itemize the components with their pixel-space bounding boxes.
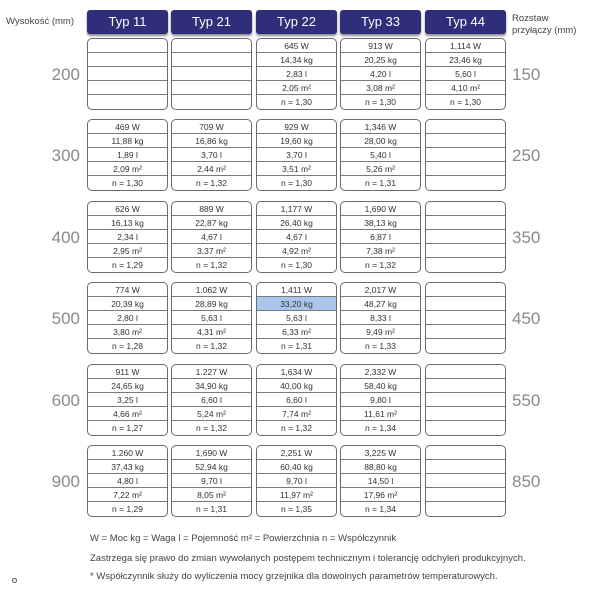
spec-cell: n = 1,35	[281, 504, 312, 514]
spacing-value: 350	[512, 228, 541, 247]
spec-cell: 58,40 kg	[341, 379, 420, 393]
spec-cell: 8,05 m²	[172, 488, 251, 502]
spec-cell: n = 1,27	[112, 423, 143, 433]
spec-cell: 9,80 l	[341, 393, 420, 407]
spec-cell: 24,65 kg	[88, 379, 167, 393]
spec-cell: n = 1,32	[196, 178, 227, 188]
spec-cell: 40,00 kg	[257, 379, 336, 393]
spec-block	[171, 38, 252, 110]
spec-cell: n = 1,32	[196, 260, 227, 270]
spec-cell	[426, 176, 505, 190]
spec-block	[340, 282, 421, 354]
spec-cell: 5,26 m²	[341, 162, 420, 176]
spec-cell	[426, 325, 505, 339]
spacing-value: 450	[512, 309, 541, 328]
spec-cell: 1,690 W	[172, 446, 251, 460]
spec-block	[171, 201, 252, 273]
spec-cell: 4,31 m²	[172, 325, 251, 339]
spec-cell: 5,63 l	[257, 311, 336, 325]
spec-cell: 3,80 m²	[88, 325, 167, 339]
spec-block	[340, 119, 421, 191]
spec-cell	[426, 258, 505, 272]
spec-cell: n = 1,32	[365, 260, 396, 270]
height-value: 500	[51, 309, 80, 328]
spec-cell: n = 1,30	[281, 260, 312, 270]
spec-cell: 4,67 l	[257, 230, 336, 244]
spec-cell: n = 1,32	[196, 341, 227, 351]
spec-cell: 9,70 l	[257, 474, 336, 488]
spec-cell: n = 1,30	[450, 97, 481, 107]
spec-cell	[426, 148, 505, 162]
spec-cell	[426, 202, 505, 216]
spacing-value: 850	[512, 472, 541, 491]
spec-block	[87, 201, 168, 273]
spec-block	[256, 119, 337, 191]
spec-cell: 2,95 m²	[88, 244, 167, 258]
spec-cell: 11,97 m²	[257, 488, 336, 502]
spec-cell: 6,87 l	[341, 230, 420, 244]
spec-cell: 2,09 m²	[88, 162, 167, 176]
type-header-1: Typ 11	[87, 10, 168, 34]
spec-cell	[426, 216, 505, 230]
spec-block	[256, 38, 337, 110]
spec-cell: 5,40 l	[341, 148, 420, 162]
spec-cell: 22,87 kg	[172, 216, 251, 230]
spec-cell: 3,225 W	[341, 446, 420, 460]
spec-cell	[426, 365, 505, 379]
spec-block	[87, 445, 168, 517]
spec-cell	[88, 67, 167, 81]
spec-block	[340, 201, 421, 273]
spec-cell: 20,25 kg	[341, 53, 420, 67]
spec-block	[340, 364, 421, 436]
spec-cell: n = 1,34	[365, 504, 396, 514]
spec-cell: 1,89 l	[88, 148, 167, 162]
spec-block	[171, 282, 252, 354]
spec-cell: 2,017 W	[341, 283, 420, 297]
spec-cell	[426, 421, 505, 435]
spec-cell: 6,60 l	[172, 393, 251, 407]
spec-cell	[172, 81, 251, 95]
spec-cell: n = 1,32	[196, 423, 227, 433]
spec-cell: 11,88 kg	[88, 134, 167, 148]
spec-cell: n = 1,31	[281, 341, 312, 351]
type-header-5: Typ 44	[425, 10, 506, 34]
spec-cell	[88, 53, 167, 67]
spec-cell: 9,49 m²	[341, 325, 420, 339]
spec-cell: 34,90 kg	[172, 379, 251, 393]
spec-cell: 4,66 m²	[88, 407, 167, 421]
spacing-value: 150	[512, 65, 541, 84]
spec-cell: 4,80 l	[88, 474, 167, 488]
spec-cell: 48,27 kg	[341, 297, 420, 311]
spec-cell: 28,89 kg	[172, 297, 251, 311]
spec-cell: 5,63 l	[172, 311, 251, 325]
spec-cell	[172, 95, 251, 109]
spec-cell	[426, 244, 505, 258]
spec-cell	[426, 379, 505, 393]
spacing-value: 550	[512, 391, 541, 410]
spec-cell	[426, 339, 505, 353]
spec-block	[87, 364, 168, 436]
spec-cell: 14,34 kg	[257, 53, 336, 67]
spec-cell: 16,86 kg	[172, 134, 251, 148]
page-marker	[12, 578, 17, 583]
spec-cell: 4,67 l	[172, 230, 251, 244]
spec-cell: 38,13 kg	[341, 216, 420, 230]
spec-cell: n = 1,34	[365, 423, 396, 433]
spec-cell: 60,40 kg	[257, 460, 336, 474]
spec-cell: 3,37 m²	[172, 244, 251, 258]
spacing-column-label: Rozstaw przyłączy (mm)	[512, 13, 577, 36]
spec-cell: 3,25 l	[88, 393, 167, 407]
spec-block	[171, 364, 252, 436]
spec-cell	[426, 120, 505, 134]
spec-cell	[426, 460, 505, 474]
spec-cell: 17,96 m²	[341, 488, 420, 502]
spec-cell: 1,690 W	[341, 202, 420, 216]
spec-cell: n = 1,30	[112, 178, 143, 188]
spec-cell	[88, 81, 167, 95]
spec-block	[256, 201, 337, 273]
type-header-3: Typ 22	[256, 10, 337, 34]
spec-block	[87, 38, 168, 110]
spec-cell: 645 W	[257, 39, 336, 53]
spec-cell: 88,80 kg	[341, 460, 420, 474]
spec-cell: 3,70 l	[172, 148, 251, 162]
spec-cell: 2,332 W	[341, 365, 420, 379]
spec-cell	[88, 95, 167, 109]
height-value: 400	[51, 228, 80, 247]
spec-cell: n = 1,30	[281, 97, 312, 107]
spec-cell: 4,10 m²	[426, 81, 505, 95]
spec-cell: n = 1,31	[365, 178, 396, 188]
spec-cell	[172, 39, 251, 53]
spec-cell: 3,70 l	[257, 148, 336, 162]
spec-cell: n = 1,28	[112, 341, 143, 351]
spec-cell: n = 1,30	[365, 97, 396, 107]
spec-cell	[426, 162, 505, 176]
spec-cell: 709 W	[172, 120, 251, 134]
spec-cell: 19,60 kg	[257, 134, 336, 148]
spec-cell: 1,177 W	[257, 202, 336, 216]
spec-block	[87, 119, 168, 191]
spec-cell: 52,94 kg	[172, 460, 251, 474]
spec-cell: 911 W	[88, 365, 167, 379]
spec-cell: 1.227 W	[172, 365, 251, 379]
spec-block	[340, 445, 421, 517]
spec-cell: 2,34 l	[88, 230, 167, 244]
spec-cell: 1,346 W	[341, 120, 420, 134]
spec-block	[425, 119, 506, 191]
spec-cell	[426, 474, 505, 488]
spec-cell: 2,83 l	[257, 67, 336, 81]
spec-cell: n = 1,30	[281, 178, 312, 188]
spec-block	[425, 201, 506, 273]
spec-block	[171, 119, 252, 191]
legend: W = Moc kg = Waga l = Pojemność m² = Powierzchnia n = Współczynnik	[90, 533, 397, 544]
spec-block	[340, 38, 421, 110]
spec-block	[425, 364, 506, 436]
spec-cell: n = 1,32	[281, 423, 312, 433]
spec-cell: 3,08 m²	[341, 81, 420, 95]
spec-cell: 626 W	[88, 202, 167, 216]
spec-cell: 28,00 kg	[341, 134, 420, 148]
spec-block	[425, 38, 506, 110]
height-value: 600	[51, 391, 80, 410]
spec-cell	[426, 502, 505, 516]
spec-cell: 1.062 W	[172, 283, 251, 297]
spec-cell	[426, 311, 505, 325]
spec-cell: 1.260 W	[88, 446, 167, 460]
spec-cell: n = 1,29	[112, 260, 143, 270]
spec-cell: 2,80 l	[88, 311, 167, 325]
spec-cell: 5,24 m²	[172, 407, 251, 421]
spec-cell: 7,74 m²	[257, 407, 336, 421]
height-value: 300	[51, 146, 80, 165]
spec-cell	[426, 393, 505, 407]
spec-cell: 4,92 m²	[257, 244, 336, 258]
spec-cell: 2,05 m²	[257, 81, 336, 95]
spec-cell: 913 W	[341, 39, 420, 53]
spec-cell: n = 1,31	[196, 504, 227, 514]
spec-cell: 14,50 l	[341, 474, 420, 488]
spec-cell: 11,61 m²	[341, 407, 420, 421]
spec-cell: n = 1,29	[112, 504, 143, 514]
type-header-4: Typ 33	[340, 10, 421, 34]
spec-block	[425, 445, 506, 517]
spec-cell	[426, 407, 505, 421]
height-value: 900	[51, 472, 80, 491]
spec-block	[425, 282, 506, 354]
coefficient-note: * Współczynnik służy do wyliczenia mocy grzejnika dla dowolnych parametrów temperaturowych.	[90, 571, 498, 582]
spec-cell: 2,44 m²	[172, 162, 251, 176]
spec-block	[171, 445, 252, 517]
spec-cell	[426, 446, 505, 460]
spec-cell: 9,70 l	[172, 474, 251, 488]
spec-cell: 37,43 kg	[88, 460, 167, 474]
spec-cell: 1,114 W	[426, 39, 505, 53]
spec-cell: 33,20 kg	[257, 297, 336, 311]
height-column-label: Wysokość (mm)	[6, 16, 74, 27]
spec-cell: 6,33 m²	[257, 325, 336, 339]
spec-cell: 929 W	[257, 120, 336, 134]
spec-block	[256, 364, 337, 436]
spec-cell	[88, 39, 167, 53]
spec-cell: 774 W	[88, 283, 167, 297]
spec-cell: 20,39 kg	[88, 297, 167, 311]
spec-cell	[172, 53, 251, 67]
spec-cell	[426, 283, 505, 297]
spec-block	[256, 282, 337, 354]
spec-cell	[426, 297, 505, 311]
type-header-2: Typ 21	[171, 10, 252, 34]
spec-cell: 6,60 l	[257, 393, 336, 407]
spec-block	[87, 282, 168, 354]
spec-cell: 7,22 m²	[88, 488, 167, 502]
spec-cell: 1,411 W	[257, 283, 336, 297]
spec-cell	[426, 230, 505, 244]
spec-cell: 8,33 l	[341, 311, 420, 325]
spec-cell	[426, 134, 505, 148]
spec-cell: 16,13 kg	[88, 216, 167, 230]
spec-cell: 23,46 kg	[426, 53, 505, 67]
spec-cell: 7,38 m²	[341, 244, 420, 258]
spec-cell: 26,40 kg	[257, 216, 336, 230]
spec-cell: 889 W	[172, 202, 251, 216]
disclaimer-note: Zastrzega się prawo do zmian wywołanych postępem technicznym i tolerancję odchyleń produkcyjnych.	[90, 553, 526, 564]
spec-cell: 3,51 m²	[257, 162, 336, 176]
spec-cell: 2,251 W	[257, 446, 336, 460]
spec-cell: 5,60 l	[426, 67, 505, 81]
spec-cell	[172, 67, 251, 81]
height-value: 200	[51, 65, 80, 84]
spec-cell: 1,634 W	[257, 365, 336, 379]
spec-cell: 469 W	[88, 120, 167, 134]
spacing-value: 250	[512, 146, 541, 165]
spec-cell	[426, 488, 505, 502]
spec-block	[256, 445, 337, 517]
spec-cell: n = 1,33	[365, 341, 396, 351]
spec-cell: 4,20 l	[341, 67, 420, 81]
